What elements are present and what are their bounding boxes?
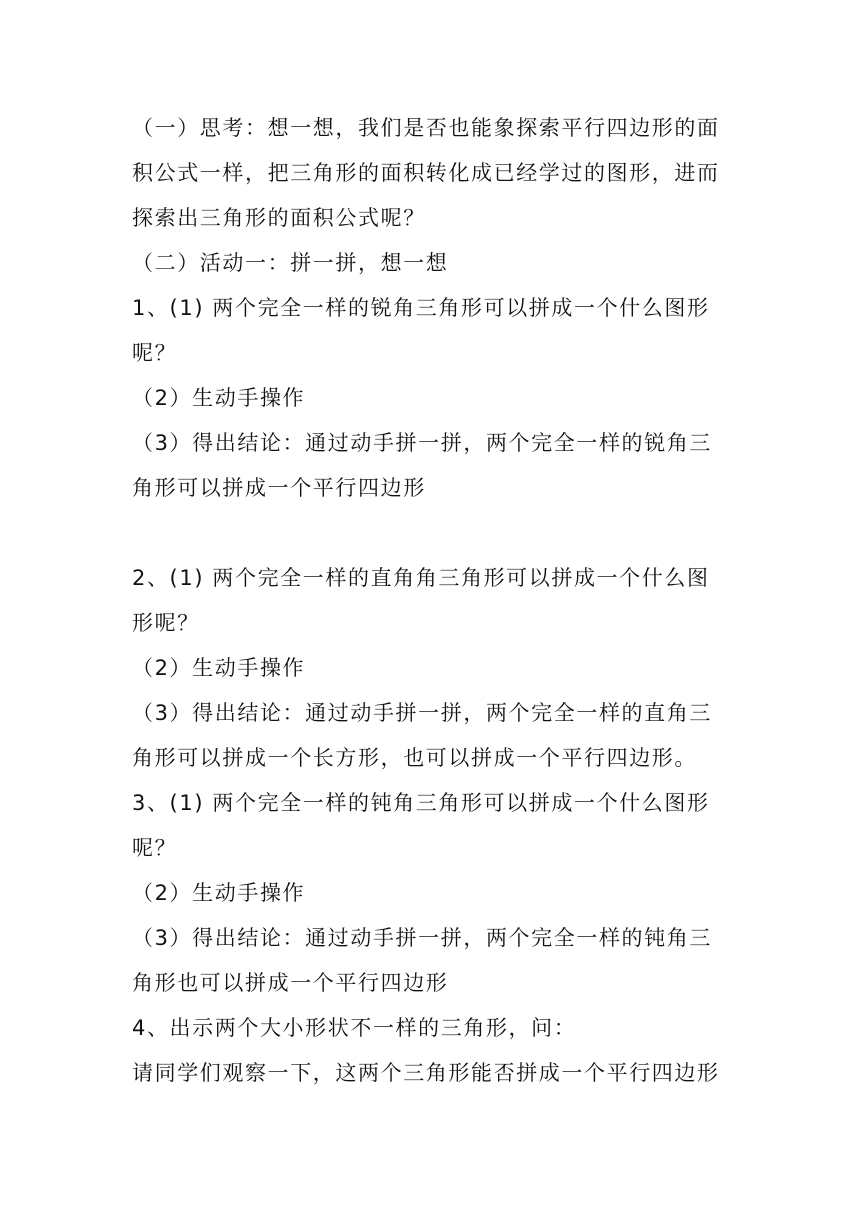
text-line: 请同学们观察一下，这两个三角形能否拼成一个平行四边形	[132, 1061, 720, 1085]
text-line: 角形可以拼成一个长方形，也可以拼成一个平行四边形。	[132, 746, 697, 770]
text-line: 2、(1) 两个完全一样的直角角三角形可以拼成一个什么图	[132, 566, 710, 590]
text-line: 4、出示两个大小形状不一样的三角形，问：	[132, 1016, 577, 1040]
text-line: （3）得出结论：通过动手拼一拼，两个完全一样的直角三	[132, 701, 712, 725]
text-line: 呢？	[132, 836, 178, 860]
text-line: 角形也可以拼成一个平行四边形	[132, 971, 449, 995]
document-body	[132, 106, 732, 1096]
text-line: 3、(1) 两个完全一样的钝角三角形可以拼成一个什么图形	[132, 791, 710, 815]
text-line: 探索出三角形的面积公式呢？	[132, 206, 426, 230]
text-line: （2）生动手操作	[132, 656, 306, 680]
blank-line	[132, 511, 732, 556]
text-line: （二）活动一：拼一拼，想一想	[132, 251, 449, 275]
text-line: 形呢？	[132, 611, 200, 635]
text-line: 呢？	[132, 341, 178, 365]
text-line: 1、(1) 两个完全一样的锐角三角形可以拼成一个什么图形	[132, 296, 710, 320]
text-line: （2）生动手操作	[132, 386, 306, 410]
text-line: （2）生动手操作	[132, 881, 306, 905]
text-line: （3）得出结论：通过动手拼一拼，两个完全一样的锐角三	[132, 431, 712, 455]
text-line: 积公式一样，把三角形的面积转化成已经学过的图形，进而	[132, 161, 720, 185]
text-line: （3）得出结论：通过动手拼一拼，两个完全一样的钝角三	[132, 926, 712, 950]
text-line: （一）思考：想一想，我们是否也能象探索平行四边形的面	[132, 116, 720, 140]
text-line: 角形可以拼成一个平行四边形	[132, 476, 426, 500]
